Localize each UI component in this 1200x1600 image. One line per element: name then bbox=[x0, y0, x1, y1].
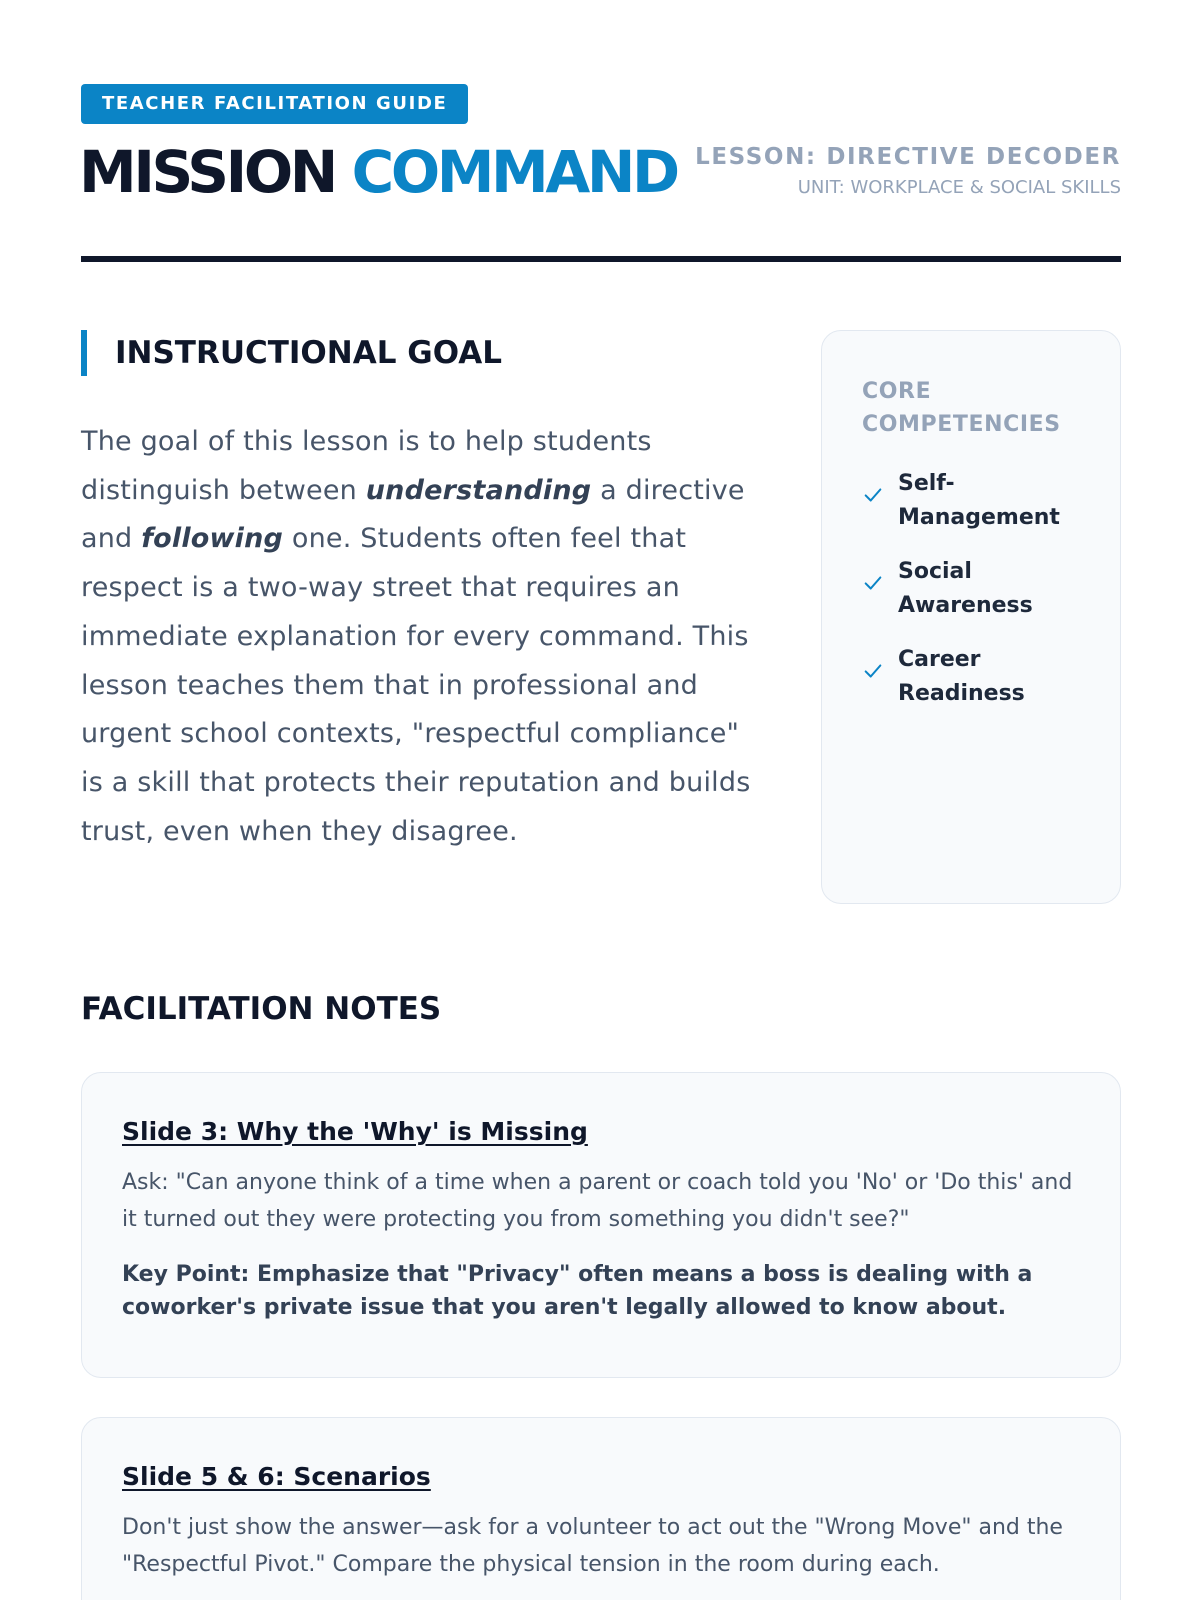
competency-label: Career Readiness bbox=[898, 647, 1025, 706]
core-competencies-card bbox=[821, 330, 1121, 904]
lesson-title: LESSON: DIRECTIVE DECODER bbox=[695, 144, 1121, 170]
heading-accent-bar bbox=[81, 330, 87, 376]
facilitation-notes-heading: FACILITATION NOTES bbox=[81, 991, 442, 1027]
note-card-slide-5-6 bbox=[81, 1417, 1121, 1600]
instructional-goal-text bbox=[81, 418, 761, 856]
guide-badge: TEACHER FACILITATION GUIDE bbox=[81, 84, 468, 124]
goal-emphasis-understanding: understanding bbox=[365, 474, 592, 506]
check-icon bbox=[862, 572, 884, 594]
header-divider bbox=[81, 256, 1121, 262]
instructional-goal-heading-text: INSTRUCTIONAL GOAL bbox=[115, 335, 502, 371]
note-key-point: Key Point: Emphasize that "Privacy" often means a boss is dealing with a coworker's private issue that you aren't legally allowed to know about. bbox=[122, 1262, 1033, 1320]
competency-label: Social Awareness bbox=[898, 559, 1033, 618]
goal-text-part-2: a directive and bbox=[81, 474, 745, 555]
instructional-goal-section bbox=[81, 330, 761, 856]
competency-item bbox=[862, 467, 1084, 535]
note-title: Slide 5 & 6: Scenarios bbox=[122, 1462, 431, 1491]
title-word-command: COMMAND bbox=[351, 138, 677, 206]
document-page bbox=[79, 84, 1121, 1577]
note-text: Don't just show the answer—ask for a volunteer to act out the "Wrong Move" and the "Respectful Pivot." Compare the physical tension in the room during each. bbox=[122, 1515, 1063, 1577]
check-icon bbox=[862, 484, 884, 506]
goal-text-part-3: one. Students often feel that respect is a two-way street that requires an immediate explanation for every command. This lesson teaches them that in professional and urgent school contexts, "respectful compliance" is a skill that protects their reputation and builds trust, even when they disagree. bbox=[81, 523, 751, 847]
goal-text-part-1: The goal of this lesson is to help students distinguish between bbox=[81, 426, 652, 506]
competency-list bbox=[862, 467, 1084, 711]
unit-title: UNIT: WORKPLACE & SOCIAL SKILLS bbox=[797, 177, 1121, 198]
page-title bbox=[79, 140, 677, 204]
note-text: Ask: "Can anyone think of a time when a parent or coach told you 'No' or 'Do this' and it turned out they were protecting you from something you didn't see?" bbox=[122, 1170, 1073, 1232]
title-word-mission: MISSION bbox=[79, 138, 335, 206]
check-icon bbox=[862, 660, 884, 682]
instructional-goal-heading bbox=[81, 330, 761, 376]
goal-emphasis-following: following bbox=[141, 523, 284, 555]
core-competencies-title: CORE COMPETENCIES bbox=[862, 379, 1061, 437]
competency-item bbox=[862, 643, 1084, 711]
competency-item bbox=[862, 555, 1084, 623]
lesson-meta bbox=[695, 142, 1121, 202]
note-title: Slide 3: Why the 'Why' is Missing bbox=[122, 1117, 588, 1146]
title-row bbox=[81, 124, 1121, 218]
note-card-slide-3 bbox=[81, 1072, 1121, 1378]
competency-label: Self-Management bbox=[898, 471, 1060, 530]
